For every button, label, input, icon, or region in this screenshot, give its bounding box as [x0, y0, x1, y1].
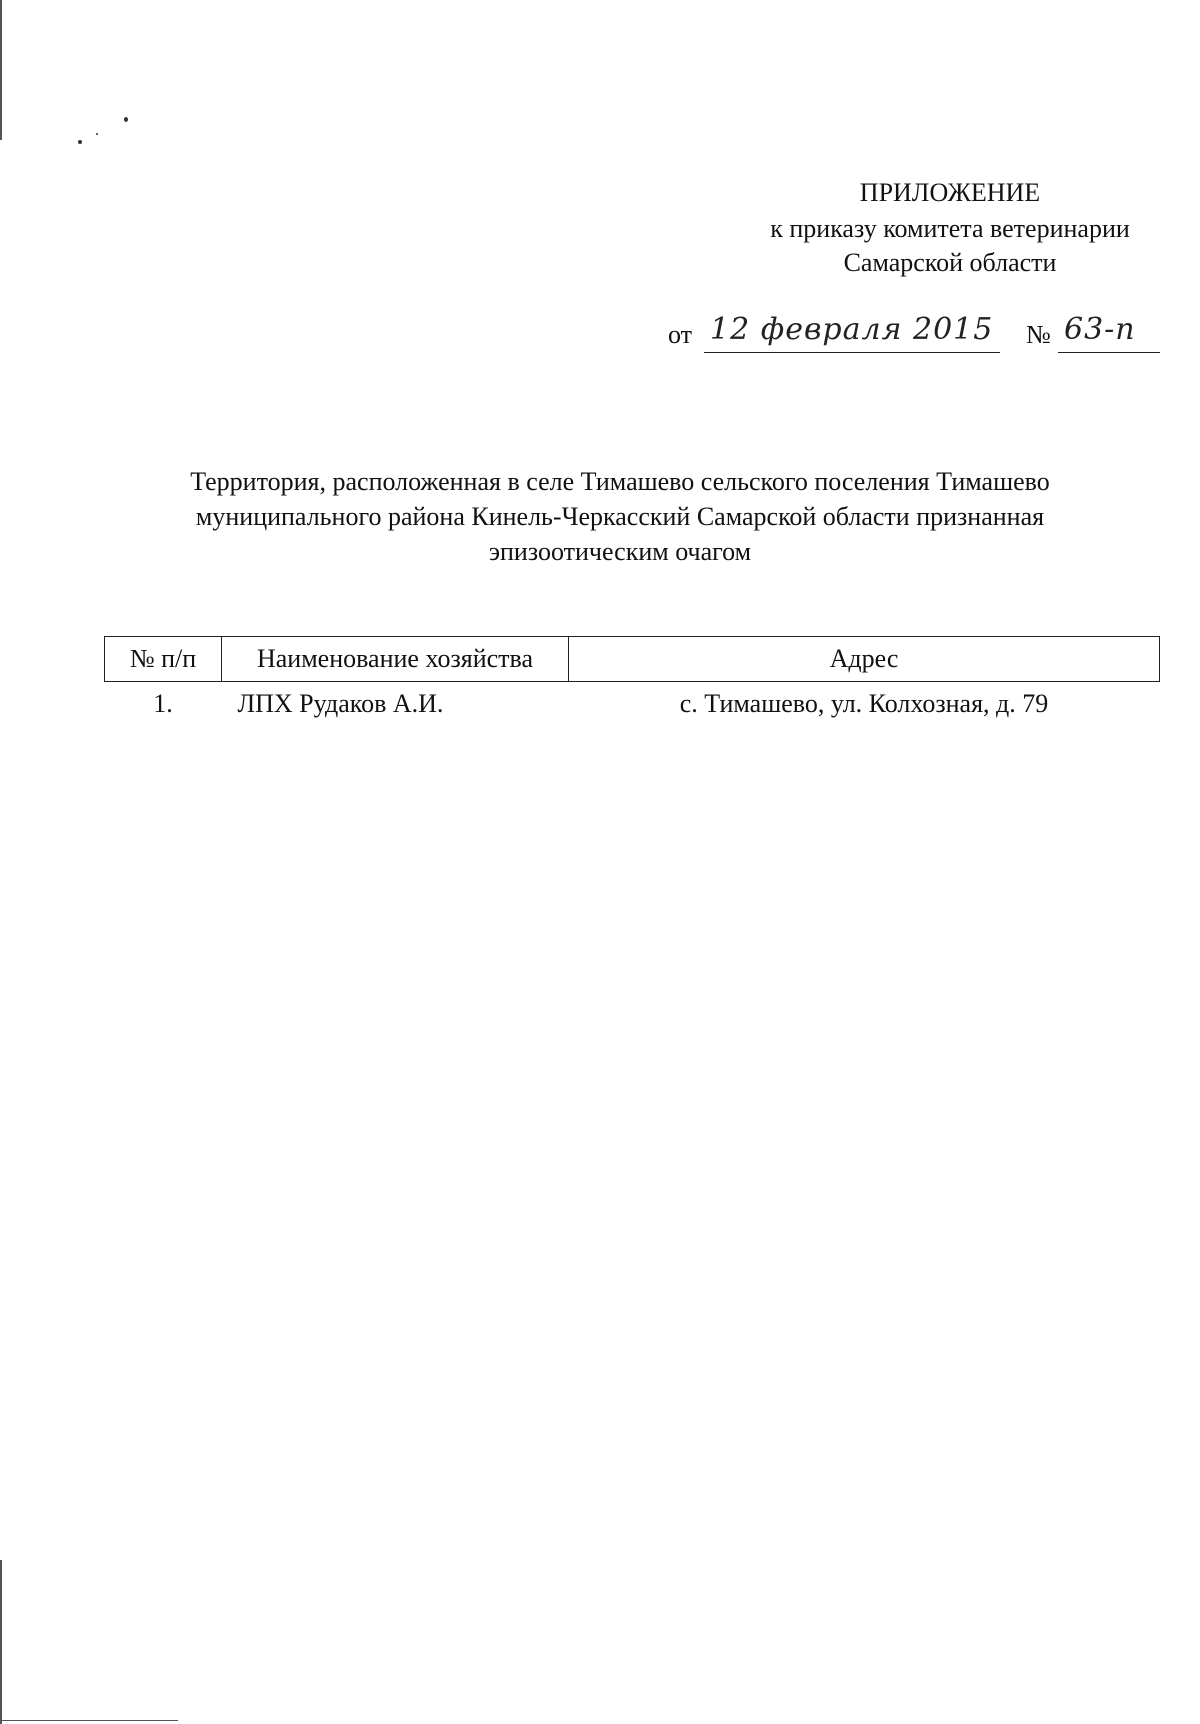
scan-edge-top-left [0, 0, 2, 140]
scan-speck [78, 140, 82, 144]
handwritten-date: 12 февраля 2015 [710, 312, 994, 347]
territory-title [180, 464, 1060, 569]
territory-title-line2: муниципального района Кинель-Черкасский Самарской области признанная [195, 502, 1045, 531]
table-header-row [105, 637, 1160, 682]
scan-edge-bottom-left [0, 1560, 2, 1724]
handwritten-number: 63-п [1064, 312, 1136, 347]
order-date-number-line [668, 312, 1168, 360]
scan-edge-bottom [0, 1720, 178, 1721]
territory-title-line3: эпизоотическим очагом [488, 537, 752, 566]
date-underline [704, 352, 1000, 353]
appendix-title: ПРИЛОЖЕНИЕ [859, 178, 1041, 207]
row-number: 1. [153, 689, 173, 718]
date-prefix: от [668, 320, 693, 349]
scan-speck [96, 133, 98, 135]
appendix-subtitle-line1: к приказу комитета ветеринарии [770, 214, 1130, 243]
holdings-table [104, 636, 1160, 726]
appendix-subtitle-line2: Самарской области [843, 248, 1057, 277]
holding-address: с. Тимашево, ул. Колхозная, д. 79 [679, 689, 1049, 718]
column-header-number: № п/п [105, 637, 222, 682]
holding-name: ЛПХ Рудаков А.И. [237, 689, 444, 718]
column-header-holding-name: Наименование хозяйства [222, 637, 569, 682]
number-underline [1058, 352, 1160, 353]
territory-title-line1: Территория, расположенная в селе Тимашево сельского поселения Тимашево [190, 467, 1050, 496]
number-prefix: № [1026, 320, 1051, 349]
table-row [105, 682, 1160, 727]
scan-speck [124, 117, 128, 122]
column-header-address: Адрес [569, 637, 1160, 682]
